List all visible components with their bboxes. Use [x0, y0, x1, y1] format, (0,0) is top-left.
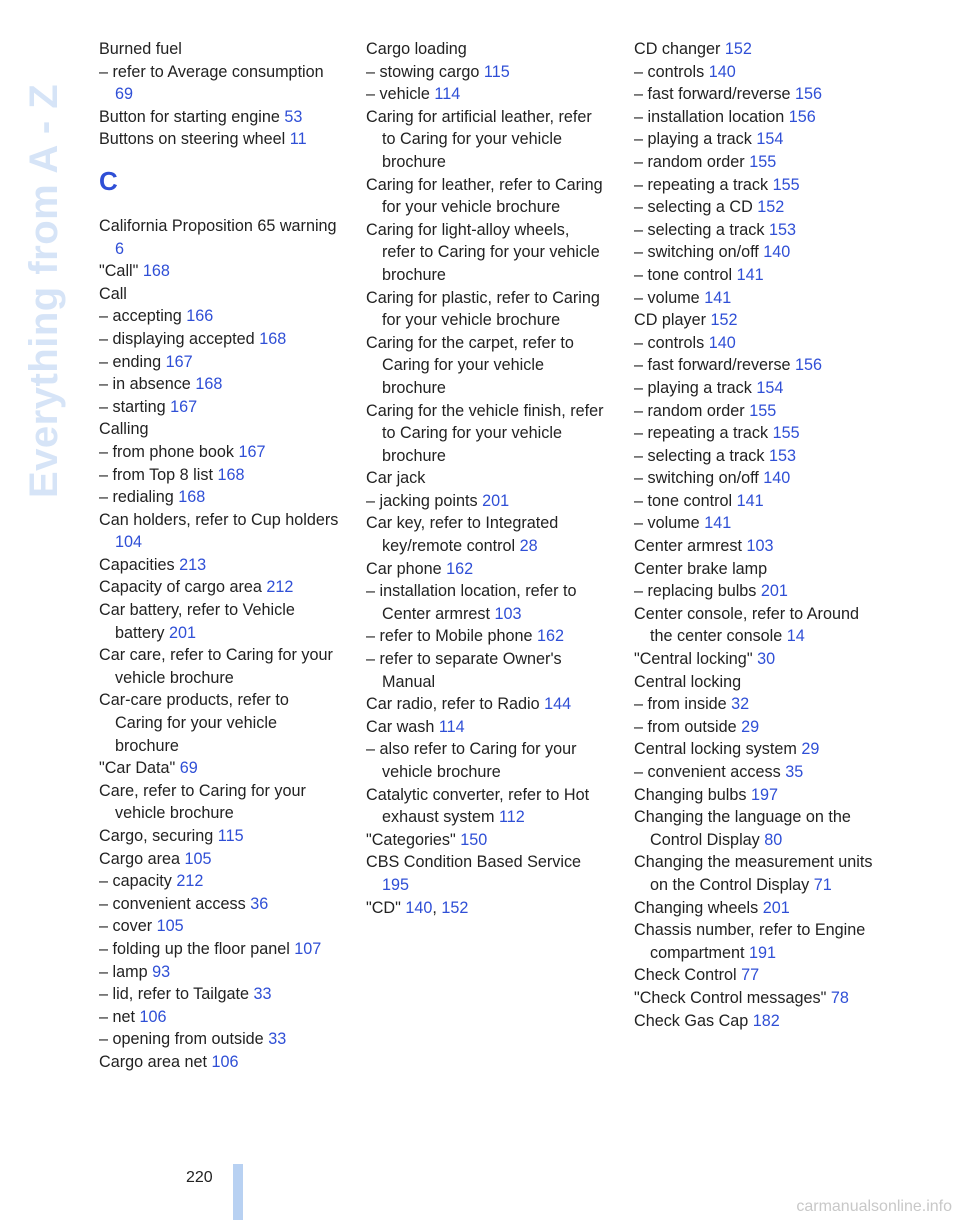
- page-reference-link[interactable]: 53: [284, 107, 303, 126]
- index-entry-text: – capacity: [99, 872, 172, 891]
- index-entry-text: – playing a track: [634, 378, 752, 397]
- index-entry: [634, 241, 874, 264]
- index-entry-text: – tone control: [634, 265, 733, 284]
- page-reference-link[interactable]: 114: [438, 717, 465, 736]
- index-entry-text: Burned fuel: [99, 40, 182, 58]
- page-reference-link[interactable]: 166: [186, 307, 214, 326]
- index-column-3: [634, 38, 874, 1032]
- index-entry-text: Cargo loading: [366, 40, 467, 58]
- page-reference-link[interactable]: 80: [764, 830, 783, 849]
- index-entry: [99, 396, 339, 419]
- index-entry: [99, 1028, 339, 1051]
- index-entry-text: "Check Control messages": [634, 988, 827, 1007]
- page-reference-link[interactable]: 201: [762, 898, 790, 917]
- index-entry-text: – playing a track: [634, 130, 752, 149]
- index-entry: [366, 580, 606, 625]
- index-entry-text: – volume: [634, 514, 700, 533]
- index-entry-text: Car wash: [366, 717, 435, 736]
- index-entry: [99, 464, 339, 487]
- page-reference-link[interactable]: 168: [259, 329, 287, 348]
- index-entry: [634, 264, 874, 287]
- index-entry: [634, 738, 874, 761]
- index-entry: [634, 851, 874, 896]
- index-entry-text: – fast forward/reverse: [634, 85, 791, 104]
- page-number-bar: [233, 1164, 243, 1220]
- index-entry-text: – lid, refer to Tailgate: [99, 985, 249, 1004]
- page-reference-link[interactable]: 141: [736, 491, 764, 510]
- index-entry: [634, 806, 874, 851]
- page-reference-link[interactable]: 195: [382, 875, 410, 894]
- index-entry: [99, 825, 339, 848]
- page-reference-link[interactable]: 140: [763, 469, 791, 488]
- index-entry-text: – redialing: [99, 488, 174, 507]
- index-entry-text: "Call": [99, 262, 139, 281]
- index-entry: [99, 870, 339, 893]
- index-entry-text: – lamp: [99, 962, 148, 981]
- index-entry: [99, 260, 339, 283]
- page-reference-link[interactable]: 162: [446, 559, 474, 578]
- index-entry: [366, 106, 606, 174]
- index-entry-text: – folding up the floor panel: [99, 939, 290, 958]
- index-entry-text: Capacities: [99, 555, 175, 574]
- index-entry: [634, 512, 874, 535]
- watermark: carmanualsonline.info: [796, 1198, 952, 1215]
- letter-heading: C: [99, 165, 118, 196]
- page-reference-link[interactable]: 33: [268, 1030, 287, 1049]
- page-reference-link[interactable]: 28: [519, 537, 538, 556]
- side-section-title-text: Everything from A - Z: [22, 83, 66, 498]
- index-entry: [634, 422, 874, 445]
- index-entry: [366, 400, 606, 468]
- index-entry: [99, 328, 339, 351]
- index-entry-text: – switching on/off: [634, 243, 759, 262]
- page-reference-link[interactable]: 112: [498, 808, 525, 827]
- index-entry: [634, 61, 874, 84]
- index-entry: [99, 61, 339, 106]
- page-reference-link[interactable]: 153: [768, 446, 796, 465]
- page-reference-link[interactable]: 182: [752, 1011, 780, 1030]
- index-entry: [634, 784, 874, 807]
- index-entry: [634, 603, 874, 648]
- index-entry: [634, 332, 874, 355]
- index-entry: [99, 983, 339, 1006]
- index-entry: [99, 689, 339, 757]
- index-entry-text: Changing bulbs: [634, 785, 747, 804]
- page-reference-link[interactable]: 168: [195, 375, 223, 394]
- index-entry-text: Caring for light-alloy wheels, refer to Caring for your vehicle brochure: [366, 220, 600, 284]
- page-reference-link[interactable]: 107: [294, 939, 322, 958]
- index-entry: [634, 987, 874, 1010]
- page-reference-link[interactable]: 103: [494, 604, 522, 623]
- index-entry-text: – cover: [99, 917, 153, 936]
- index-entry: [99, 848, 339, 871]
- index-entry: [99, 644, 339, 689]
- index-entry: [634, 648, 874, 671]
- index-entry: [366, 287, 606, 332]
- index-column-1: [99, 38, 339, 1074]
- page-reference-link[interactable]: 152: [724, 40, 752, 58]
- index-entry-text: – controls: [634, 333, 705, 352]
- index-entry: [634, 693, 874, 716]
- page-reference-link[interactable]: 33: [253, 985, 272, 1004]
- page-reference-link[interactable]: 152: [441, 898, 469, 917]
- index-entry: [366, 829, 606, 852]
- index-entry: [99, 215, 339, 260]
- page-reference-link[interactable]: 105: [156, 917, 184, 936]
- index-entry-text: "Categories": [366, 830, 456, 849]
- index-entry: [366, 61, 606, 84]
- page-reference-link[interactable]: 69: [179, 759, 198, 778]
- index-entry-text: Car-care products, refer to Caring for your vehicle brochure: [99, 691, 289, 755]
- index-entry-text: Center armrest: [634, 537, 742, 556]
- index-entry: [99, 305, 339, 328]
- index-entry: [634, 1010, 874, 1033]
- index-entry: [99, 757, 339, 780]
- index-entry-text: – refer to separate Owner's Manual: [366, 650, 562, 691]
- page-reference-link[interactable]: 77: [741, 966, 760, 985]
- index-entry: [366, 467, 606, 490]
- side-section-title: [14, 38, 66, 498]
- index-entry: [366, 490, 606, 513]
- page-reference-link[interactable]: 69: [115, 85, 134, 104]
- index-entry: [99, 38, 339, 61]
- index-entry: [634, 558, 874, 581]
- index-entry: [99, 554, 339, 577]
- index-entry: [634, 106, 874, 129]
- index-entry-text: Car battery, refer to Vehicle battery: [99, 601, 295, 642]
- index-entry: [634, 761, 874, 784]
- index-entry-text: "CD": [366, 898, 401, 917]
- index-entry-text: – switching on/off: [634, 469, 759, 488]
- index-entry: [634, 377, 874, 400]
- index-entry-text: – net: [99, 1007, 136, 1026]
- index-entry-text: Caring for the vehicle finish, refer to Caring for your vehicle brochure: [366, 401, 604, 465]
- index-entry: [634, 174, 874, 197]
- index-entry-text: – ending: [99, 352, 162, 371]
- index-entry: [366, 784, 606, 829]
- index-entry: [99, 961, 339, 984]
- page-reference-link[interactable]: 213: [179, 555, 207, 574]
- index-entry: [634, 445, 874, 468]
- index-entry-text: – volume: [634, 288, 700, 307]
- index-entry-text: Caring for the carpet, refer to Caring for your vehicle brochure: [366, 333, 574, 397]
- page-reference-link[interactable]: 115: [483, 62, 510, 81]
- index-entry-text: CD player: [634, 311, 706, 330]
- page-reference-link[interactable]: 168: [217, 465, 245, 484]
- index-entry-text: – random order: [634, 401, 745, 420]
- page-reference-link[interactable]: 78: [830, 988, 849, 1007]
- page-reference-link[interactable]: 167: [238, 442, 266, 461]
- page-reference-link[interactable]: 150: [460, 830, 488, 849]
- page-reference-link[interactable]: 155: [772, 175, 800, 194]
- index-entry: [99, 915, 339, 938]
- index-entry-text: Cargo area: [99, 849, 180, 868]
- index-entry: [366, 512, 606, 557]
- index-entry-text: – fast forward/reverse: [634, 356, 791, 375]
- index-entry: [634, 38, 874, 61]
- page-reference-link[interactable]: 152: [710, 311, 738, 330]
- index-entry: [634, 467, 874, 490]
- index-entry: [99, 1051, 339, 1074]
- index-entry: [366, 219, 606, 287]
- index-entry-text: Catalytic converter, refer to Hot exhaust system: [366, 785, 590, 827]
- index-entry: [99, 441, 339, 464]
- page-reference-link[interactable]: 32: [731, 695, 750, 714]
- index-entry: [99, 373, 339, 396]
- index-entry-text: Check Gas Cap: [634, 1011, 749, 1030]
- page-reference-link[interactable]: 35: [785, 763, 804, 781]
- index-entry-text: – selecting a CD: [634, 198, 753, 217]
- index-entry: [366, 174, 606, 219]
- page-reference-link[interactable]: 141: [736, 265, 764, 284]
- index-entry: [634, 196, 874, 219]
- index-entry-text: Central locking system: [634, 740, 797, 759]
- index-entry: [634, 287, 874, 310]
- index-entry-text: – installation location, refer to Center armrest: [366, 582, 577, 623]
- index-entry: [366, 693, 606, 716]
- index-entry: [99, 351, 339, 374]
- index-entry-text: Chassis number, refer to Engine compartment: [634, 921, 866, 962]
- page-reference-link[interactable]: 140: [708, 62, 736, 81]
- index-entry-text: – refer to Average consumption: [99, 62, 324, 81]
- index-entry: [634, 83, 874, 106]
- index-entry: [366, 738, 606, 783]
- page-reference-link[interactable]: 155: [749, 152, 777, 171]
- page-reference-link[interactable]: 162: [536, 627, 564, 646]
- page-reference-link[interactable]: 30: [757, 650, 776, 669]
- index-entry-text: California Proposition 65 warning: [99, 216, 337, 235]
- index-entry-text: – from Top 8 list: [99, 465, 213, 484]
- index-entry: [99, 418, 339, 441]
- page-reference-link[interactable]: 141: [704, 288, 732, 307]
- index-entry: [366, 648, 606, 693]
- index-entry-text: Caring for leather, refer to Caring for your vehicle brochure: [366, 175, 603, 217]
- index-entry: [99, 893, 339, 916]
- page-reference-link[interactable]: 153: [768, 220, 796, 239]
- page-reference-link[interactable]: 168: [142, 262, 170, 281]
- index-entry-text: Capacity of cargo area: [99, 578, 262, 597]
- page-reference-link[interactable]: 144: [544, 695, 572, 714]
- page-reference-link[interactable]: 167: [165, 352, 193, 371]
- page-number: 220: [186, 1169, 213, 1186]
- index-entry: [634, 580, 874, 603]
- index-entry: [99, 938, 339, 961]
- index-entry-text: Car phone: [366, 559, 442, 578]
- index-entry-text: – convenient access: [634, 763, 781, 781]
- index-entry-text: Cargo, securing: [99, 827, 214, 845]
- index-entry: [99, 509, 339, 554]
- page-reference-link[interactable]: 14: [786, 627, 805, 646]
- index-entry: [99, 599, 339, 644]
- page-reference-link[interactable]: 140: [405, 898, 433, 917]
- index-entry: [366, 558, 606, 581]
- index-entry: [99, 1006, 339, 1029]
- page-reference-link[interactable]: 93: [152, 962, 171, 981]
- index-entry-text: Car key, refer to Integrated key/remote control: [366, 514, 559, 556]
- page-reference-link[interactable]: 201: [482, 491, 510, 510]
- index-entry-text: – stowing cargo: [366, 62, 480, 81]
- page-reference-link[interactable]: 140: [708, 333, 736, 352]
- page-reference-link[interactable]: 114: [434, 85, 461, 104]
- page-reference-link[interactable]: 106: [211, 1052, 239, 1071]
- page-reference-link[interactable]: 71: [813, 875, 832, 894]
- index-column-2: [366, 38, 606, 919]
- index-entry-text: – also refer to Caring for your vehicle brochure: [366, 740, 577, 781]
- index-entry-text: – in absence: [99, 375, 191, 394]
- page-reference-link[interactable]: 201: [760, 582, 788, 601]
- index-entry: [634, 151, 874, 174]
- page-reference-link[interactable]: 140: [763, 243, 791, 262]
- index-entry-text: – tone control: [634, 491, 733, 510]
- page-separator: ,: [432, 898, 437, 917]
- index-entry: [366, 625, 606, 648]
- index-entry-text: – installation location: [634, 107, 785, 126]
- index-entry-text: Car care, refer to Caring for your vehicle brochure: [99, 646, 333, 687]
- index-entry-text: Car jack: [366, 469, 426, 488]
- page-reference-link[interactable]: 106: [139, 1007, 167, 1026]
- page-reference-link[interactable]: 104: [115, 533, 143, 552]
- index-entry: [366, 332, 606, 400]
- index-entry: [634, 535, 874, 558]
- index-entry-text: – jacking points: [366, 491, 478, 510]
- page-reference-link[interactable]: 152: [757, 198, 785, 217]
- index-entry-text: – repeating a track: [634, 175, 769, 194]
- index-entry-text: – displaying accepted: [99, 329, 255, 348]
- index-entry: [99, 486, 339, 509]
- index-entry-text: Check Control: [634, 966, 737, 985]
- index-entry-text: CBS Condition Based Service: [366, 853, 582, 872]
- index-entry-text: – selecting a track: [634, 446, 765, 465]
- index-entry-text: Cargo area net: [99, 1052, 207, 1071]
- index-entry: [99, 283, 339, 306]
- page-reference-link[interactable]: 155: [749, 401, 777, 420]
- page-reference-link[interactable]: 212: [266, 578, 294, 597]
- index-entry-text: Buttons on steering wheel: [99, 130, 286, 149]
- page-reference-link[interactable]: 191: [748, 943, 776, 962]
- page-reference-link[interactable]: 154: [756, 130, 784, 149]
- page-reference-link[interactable]: 156: [795, 85, 823, 104]
- index-entry: [634, 490, 874, 513]
- index-entry-text: "Central locking": [634, 650, 753, 669]
- page-reference-link[interactable]: 154: [756, 378, 784, 397]
- index-entry-text: – repeating a track: [634, 424, 769, 443]
- index-entry: [634, 400, 874, 423]
- index-entry-text: – accepting: [99, 307, 182, 326]
- index-entry: [366, 38, 606, 61]
- page-reference-link[interactable]: 29: [741, 717, 760, 736]
- index-entry: [99, 576, 339, 599]
- index-entry-text: Changing the measurement units on the Control Display: [634, 853, 873, 894]
- index-entry-text: – convenient access: [99, 894, 246, 913]
- index-entry-text: – controls: [634, 62, 705, 81]
- page-reference-link[interactable]: 105: [184, 849, 212, 868]
- index-entry-text: – from inside: [634, 695, 727, 714]
- index-entry: [634, 964, 874, 987]
- index-entry-text: – vehicle: [366, 85, 430, 104]
- index-entry: [634, 354, 874, 377]
- index-entry-text: Changing the language on the Control Display: [634, 808, 851, 849]
- index-entry: [634, 897, 874, 920]
- index-entry-text: Center brake lamp: [634, 559, 768, 578]
- index-entry: [99, 780, 339, 825]
- index-entry: [634, 919, 874, 964]
- index-entry-text: – starting: [99, 397, 166, 416]
- index-entry-text: Care, refer to Caring for your vehicle brochure: [99, 781, 306, 823]
- index-entry: [366, 897, 606, 920]
- index-entry-text: Center console, refer to Around the center console: [634, 604, 859, 646]
- page-reference-link[interactable]: 156: [788, 107, 816, 126]
- index-entry-text: – opening from outside: [99, 1030, 264, 1049]
- index-entry: [634, 219, 874, 242]
- page-reference-link[interactable]: 36: [250, 894, 269, 913]
- page-reference-link[interactable]: 155: [772, 424, 800, 443]
- index-entry-text: Changing wheels: [634, 898, 759, 917]
- page-reference-link[interactable]: 103: [746, 537, 774, 556]
- page-reference-link[interactable]: 29: [801, 740, 820, 759]
- page-reference-link[interactable]: 115: [217, 827, 244, 845]
- index-entry: [634, 309, 874, 332]
- index-entry-text: CD changer: [634, 40, 721, 58]
- page-reference-link[interactable]: 212: [176, 872, 204, 891]
- page-reference-link[interactable]: 197: [751, 785, 779, 804]
- index-entry-text: Calling: [99, 420, 149, 439]
- index-entry-text: – replacing bulbs: [634, 582, 757, 601]
- index-entry-text: Car radio, refer to Radio: [366, 695, 540, 714]
- index-entry-text: – selecting a track: [634, 220, 765, 239]
- index-entry-text: Call: [99, 284, 127, 303]
- index-entry: [99, 106, 339, 129]
- page-reference-link[interactable]: 168: [178, 488, 206, 507]
- index-entry: [366, 851, 606, 896]
- page-reference-link[interactable]: 156: [795, 356, 823, 375]
- index-entry-text: Caring for plastic, refer to Caring for your vehicle brochure: [366, 288, 600, 330]
- index-entry: [634, 128, 874, 151]
- page-reference-link[interactable]: 167: [170, 397, 198, 416]
- index-entry-text: Caring for artificial leather, refer to Caring for your vehicle brochure: [366, 107, 592, 171]
- index-entry: [99, 128, 339, 151]
- index-entry: [366, 716, 606, 739]
- index-entry: [634, 716, 874, 739]
- page-reference-link[interactable]: 11: [289, 130, 307, 149]
- index-entry-text: "Car Data": [99, 759, 176, 778]
- index-entry: [366, 83, 606, 106]
- index-entry: [634, 671, 874, 694]
- index-entry-text: Button for starting engine: [99, 107, 280, 126]
- page-reference-link[interactable]: 141: [704, 514, 732, 533]
- index-entry-text: – random order: [634, 152, 745, 171]
- index-entry-text: – refer to Mobile phone: [366, 627, 533, 646]
- page-reference-link[interactable]: 201: [169, 623, 197, 642]
- index-entry-text: – from phone book: [99, 442, 234, 461]
- page-reference-link[interactable]: 6: [115, 239, 125, 258]
- index-entry-text: – from outside: [634, 717, 737, 736]
- index-entry-text: Central locking: [634, 672, 742, 691]
- index-entry-text: Can holders, refer to Cup holders: [99, 510, 339, 529]
